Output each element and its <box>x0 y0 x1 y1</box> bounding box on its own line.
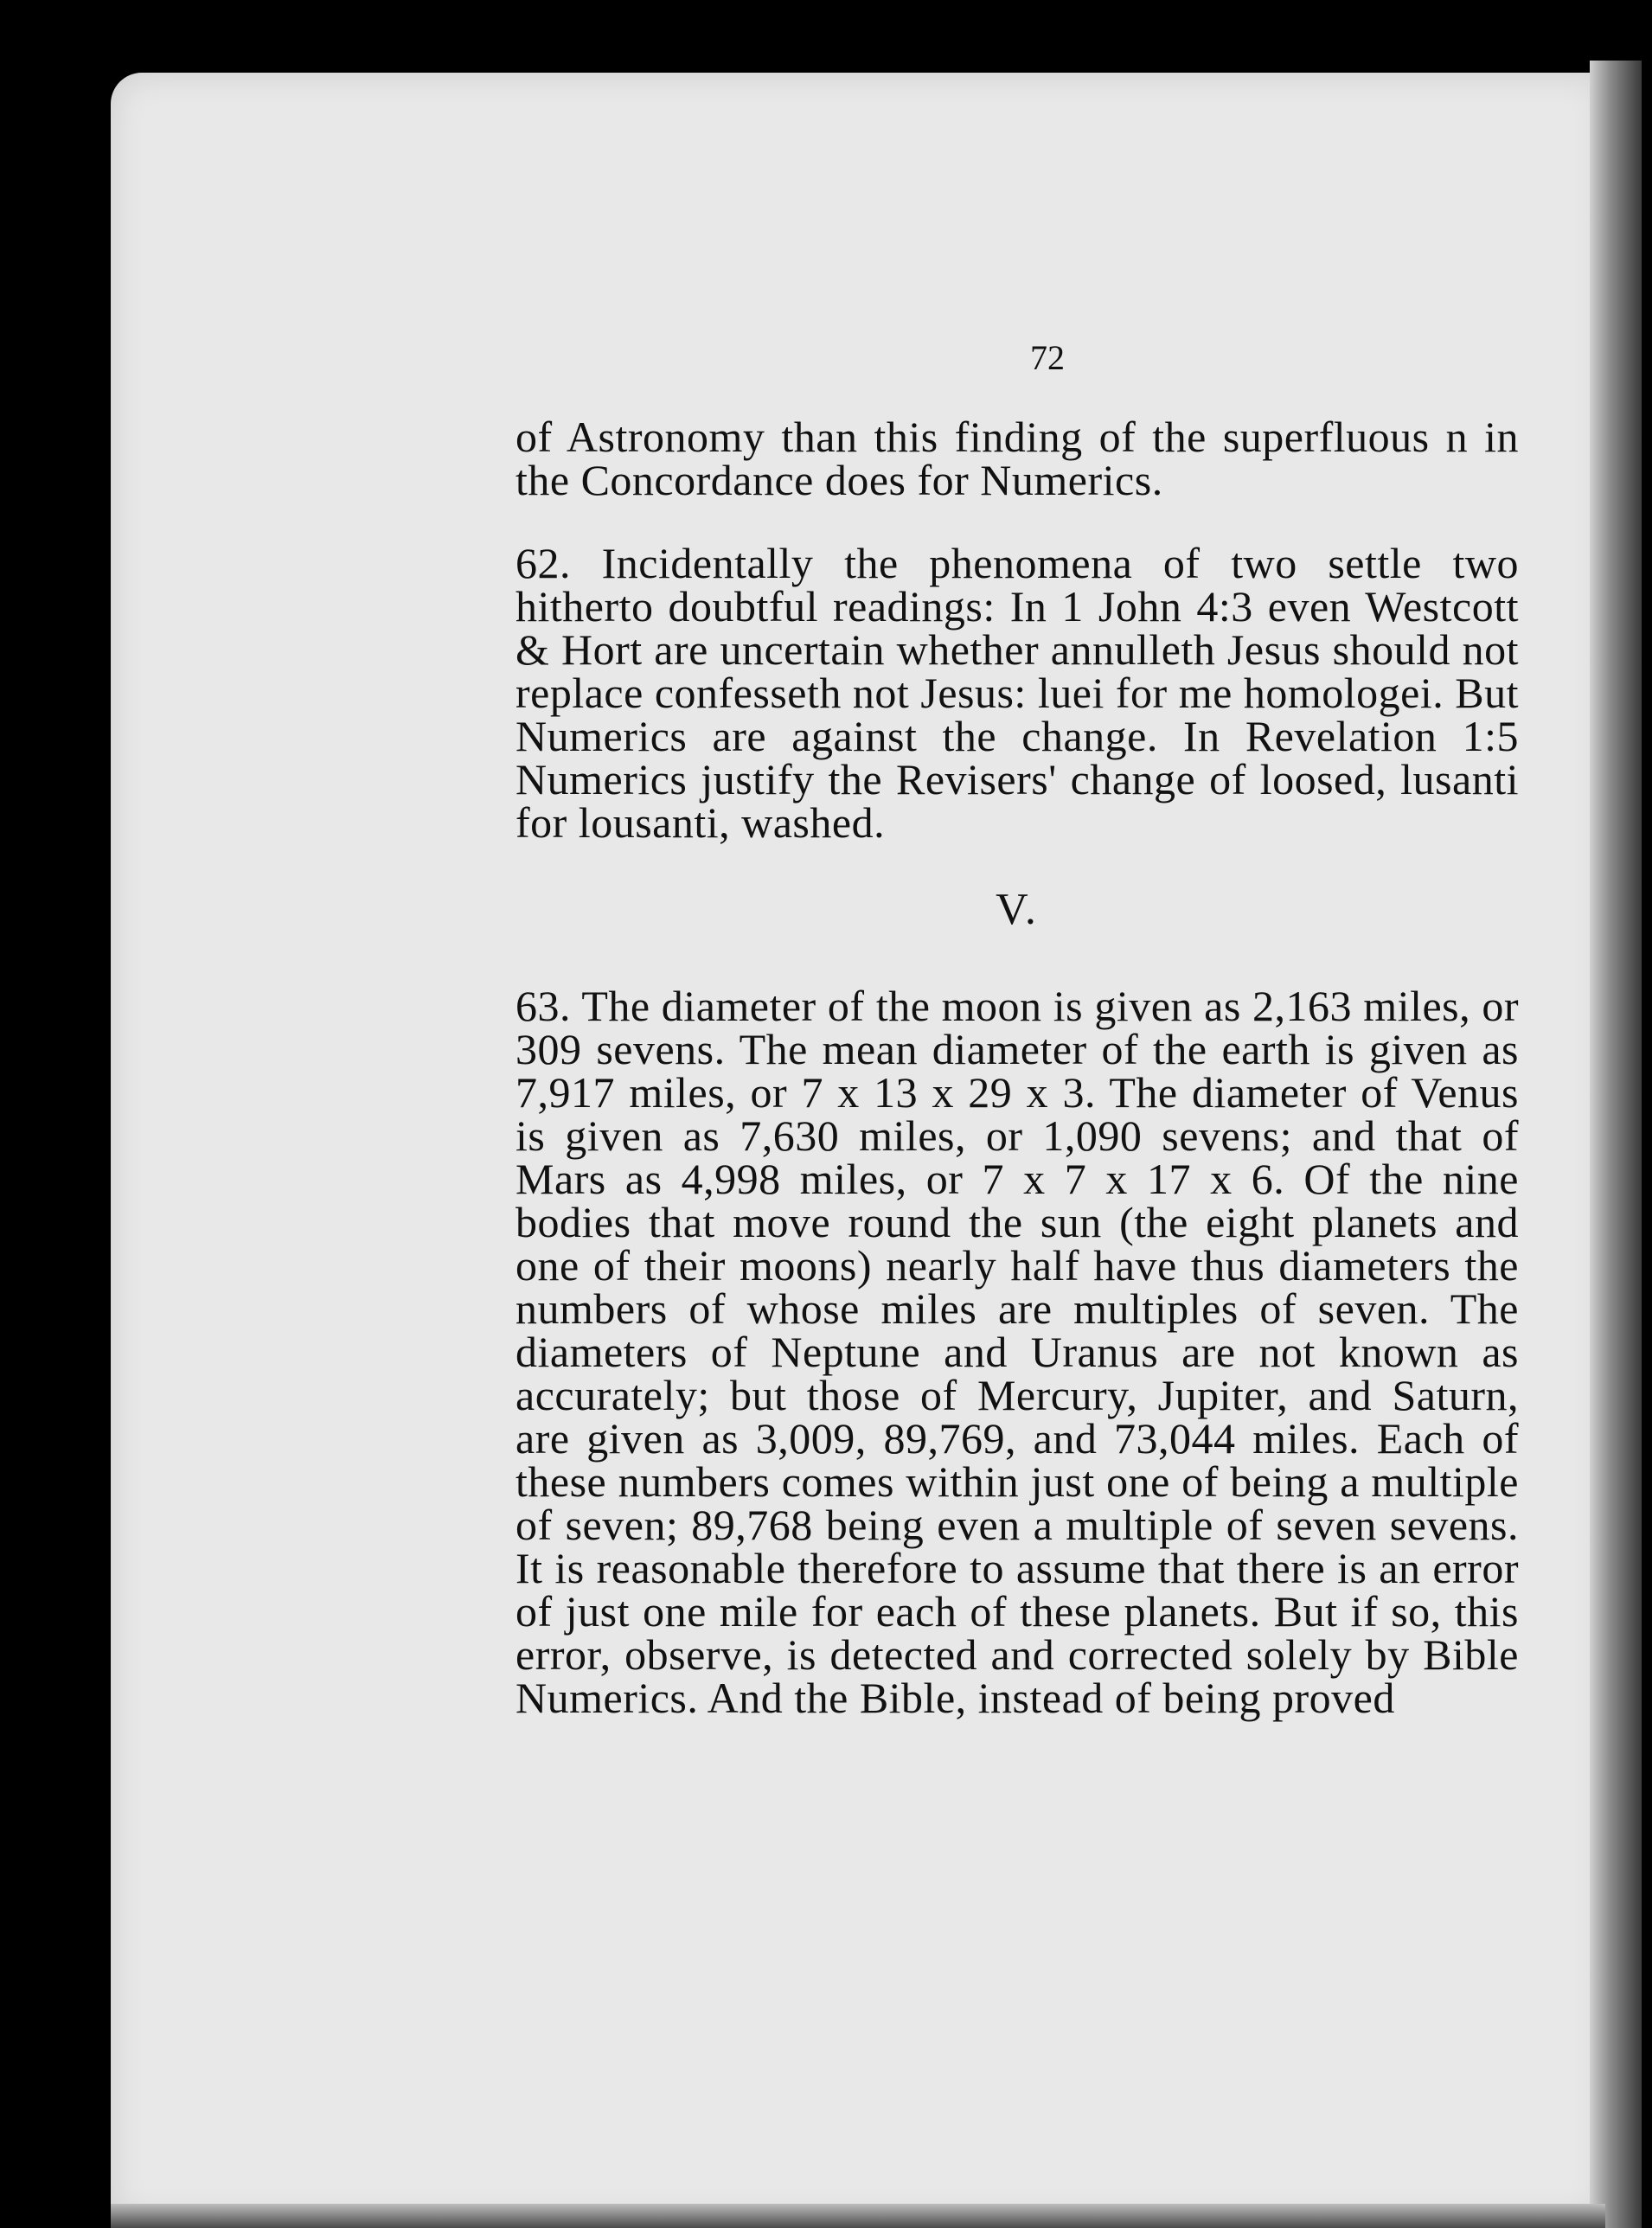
paragraph-63: 63. The diameter of the moon is given as 2,163 miles, or 309 sevens. The mean diameter of the earth is given as 7,917 miles, or 7 x 13 x 29 x 3. The diameter of Venus is given as 7,630 miles, or 1,090 sevens; and that of Mars as 4,998 miles, or 7 x 7 x 17 x 6. Of the nine bodies that move round the sun (the eight planets and one of their moons) nearly half have thus diameters the numbers of whose miles are multiples of seven. The diameters of Neptune and Uranus are not known as accurately; but those of Mercury, Jupiter, and Saturn, are given as 3,009, 89,769, and 73,044 miles. Each of these numbers comes within just one of being a multiple of seven; 89,768 being even a multiple of seven sevens. It is reasonable therefore to assume that there is an error of just one mile for each of these planets. But if so, this error, observe, is detected and corrected solely by Bible Numerics. And the Bible, instead of being proved <box>515 982 1519 1722</box>
page-edge-bottom <box>111 2204 1605 2228</box>
page-number: 72 <box>1030 338 1065 377</box>
page-text-block <box>515 332 1519 1722</box>
book-page <box>111 73 1605 2219</box>
page-edge-right <box>1590 61 1642 2228</box>
section-heading: V. <box>996 885 1039 934</box>
paragraph-62: 62. Incidentally the phenomena of two settle two hitherto doubtful readings: In 1 John 4:3 even Westcott & Hort are uncertain whether annulleth Jesus should not replace confesseth not Jesus: luei for me homologei. But Numerics are against the change. In Revelation 1:5 Numerics justify the Revisers' change of loosed, lusanti for lousanti, washed. <box>515 539 1519 847</box>
paragraph-continued: of Astronomy than this finding of the superfluous n in the Concordance does for Numerics. <box>515 413 1519 504</box>
